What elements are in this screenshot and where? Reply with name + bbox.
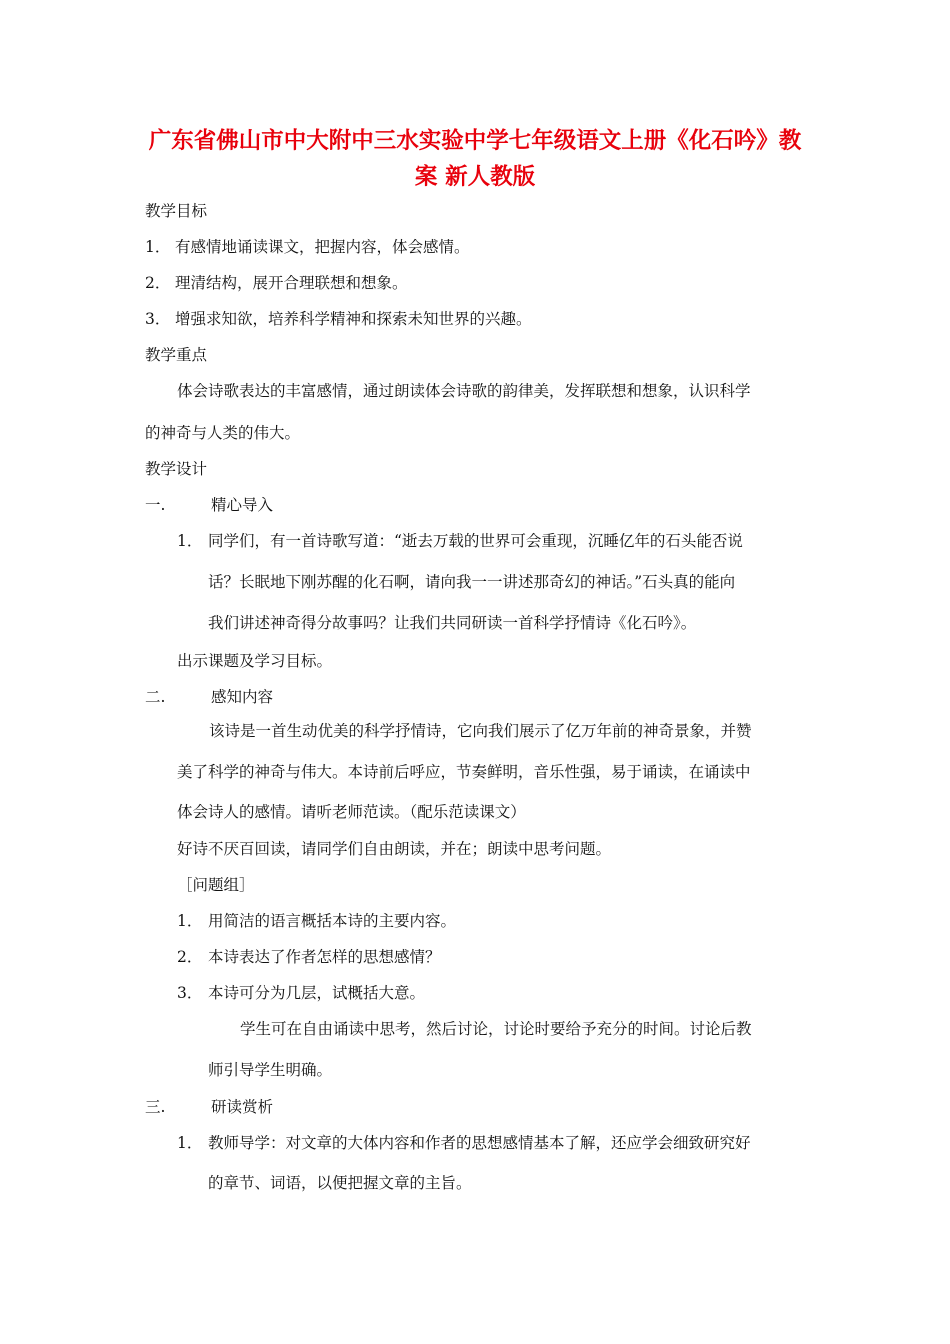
document-title-line-2: 案 新人教版 [414, 164, 536, 190]
section-title: 研读赏析 [211, 1098, 274, 1116]
paragraph-line: 好诗不厌百回读，请同学们自由朗读，并在；朗读中思考问题。 [177, 840, 612, 858]
paragraph-line: 的章节、词语，以便把握文章的主旨。 [208, 1174, 472, 1192]
question-text: 本诗可分为几层，试概括大意。 [208, 984, 426, 1002]
key-points-line: 体会诗歌表达的丰富感情，通过朗读体会诗歌的韵律美，发挥联想和想象，认识科学 [177, 382, 751, 400]
document-title-line-1: 广东省佛山市中大附中三水实验中学七年级语文上册《化石吟》教 [148, 128, 802, 154]
goal-number: 1． [145, 238, 171, 256]
paragraph-line: 同学们，有一首诗歌写道：“逝去万载的世界可会重现，沉睡亿年的石头能否说 [208, 532, 743, 550]
paragraph-line: 学生可在自由诵读中思考，然后讨论，讨论时要给予充分的时间。讨论后教 [240, 1020, 752, 1038]
paragraph-line: 美了科学的神奇与伟大。本诗前后呼应，节奏鲜明，音乐性强，易于诵读，在诵读中 [177, 763, 751, 781]
question-text: 本诗表达了作者怎样的思想感情？ [208, 948, 441, 966]
section-title: 精心导入 [211, 496, 274, 514]
paragraph-line: 话？长眠地下刚苏醒的化石啊，请向我一一讲述那奇幻的神话。”石头真的能向 [208, 573, 736, 591]
key-points-line: 的神奇与人类的伟大。 [145, 424, 301, 442]
question-number: 1． [177, 912, 203, 930]
paragraph-line: 教师导学：对文章的大体内容和作者的思想感情基本了解，还应学会细致研究好 [208, 1134, 751, 1152]
goal-number: 2． [145, 274, 171, 292]
paragraph-line: 体会诗人的感情。请听老师范读。（配乐范读课文） [177, 803, 526, 821]
section-title: 感知内容 [211, 688, 274, 706]
section-number: 二. [145, 688, 166, 706]
goal-text: 增强求知欲，培养科学精神和探索未知世界的兴趣。 [175, 310, 532, 328]
question-number: 2． [177, 948, 203, 966]
question-group-label: ［问题组］ [177, 876, 255, 894]
paragraph-line: 出示课题及学习目标。 [177, 652, 333, 670]
question-text: 用简洁的语言概括本诗的主要内容。 [208, 912, 457, 930]
goal-number: 3． [145, 310, 171, 328]
paragraph-line: 师引导学生明确。 [208, 1061, 333, 1079]
paragraph-line: 该诗是一首生动优美的科学抒情诗，它向我们展示了亿万年前的神奇景象，并赞 [209, 722, 752, 740]
heading-key-points: 教学重点 [145, 346, 208, 364]
section-number: 一. [145, 496, 166, 514]
heading-teaching-goals: 教学目标 [145, 202, 208, 220]
goal-text: 有感情地诵读课文，把握内容，体会感情。 [175, 238, 470, 256]
item-number: 1． [177, 1134, 203, 1152]
question-number: 3． [177, 984, 203, 1002]
item-number: 1． [177, 532, 203, 550]
paragraph-line: 我们讲述神奇得分故事吗？让我们共同研读一首科学抒情诗《化石吟》。 [208, 614, 697, 632]
section-number: 三. [145, 1098, 166, 1116]
goal-text: 理清结构，展开合理联想和想象。 [175, 274, 408, 292]
heading-teaching-design: 教学设计 [145, 460, 208, 478]
